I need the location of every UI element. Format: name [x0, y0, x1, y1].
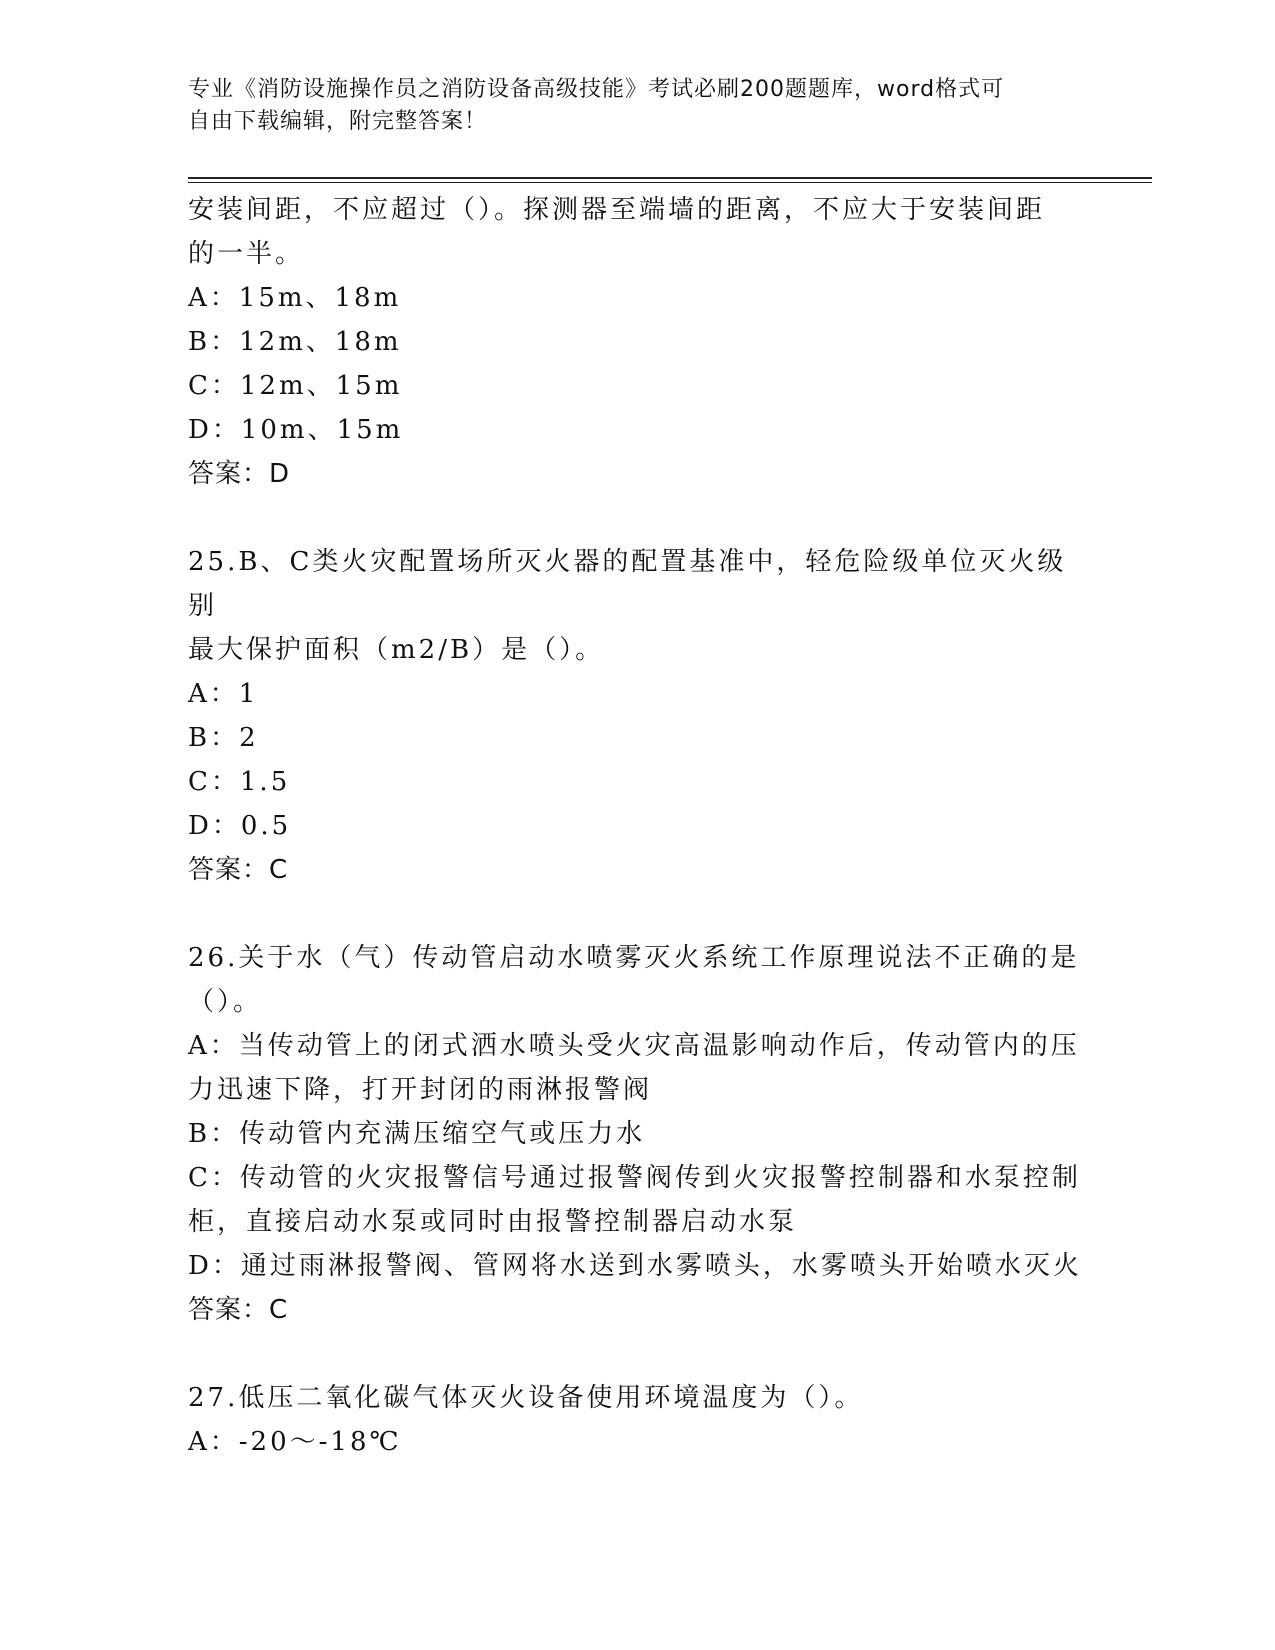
option-a: A：1	[188, 679, 259, 709]
option-a: A：当传动管上的闭式洒水喷头受火灾高温影响动作后，传动管内的压 力迅速下降，打开封闭的雨淋报警阀	[188, 1031, 1080, 1105]
document-header: 专业《消防设施操作员之消防设备高级技能》考试必刷200题题库，word格式可 自由下载编辑，附完整答案！	[188, 77, 1005, 134]
option-d: D：0.5	[188, 811, 292, 841]
option-c: C：1.5	[188, 767, 291, 797]
option-b: B：传动管内充满压缩空气或压力水	[188, 1119, 646, 1149]
option-c: C：12m、15m	[188, 371, 403, 401]
answer-line: 答案：C	[188, 855, 289, 885]
spacer	[188, 1332, 1088, 1376]
question-stem: 27.低压二氧化碳气体灭火设备使用环境温度为（）。	[188, 1383, 864, 1413]
question-item	[188, 1376, 1088, 1464]
option-c: C：传动管的火灾报警信号通过报警阀传到火灾报警控制器和水泵控制 柜，直接启动水泵或同时由报警控制器启动水泵	[188, 1163, 1081, 1237]
answer-line: 答案：C	[188, 1295, 289, 1325]
question-list	[188, 188, 1088, 1464]
answer-line: 答案：D	[188, 459, 291, 489]
header-divider-thin	[188, 182, 1152, 183]
option-d: D：通过雨淋报警阀、管网将水送到水雾喷头，水雾喷头开始喷水灭火	[188, 1251, 1082, 1281]
option-b: B：2	[188, 723, 259, 753]
question-item	[188, 188, 1088, 496]
spacer	[188, 892, 1088, 936]
question-item	[188, 936, 1088, 1332]
option-d: D：10m、15m	[188, 415, 404, 445]
option-a: A：-20～-18℃	[188, 1427, 402, 1457]
header-divider-thick	[188, 177, 1152, 179]
question-item	[188, 540, 1088, 892]
spacer	[188, 496, 1088, 540]
question-stem: 26.关于水（气）传动管启动水喷雾灭火系统工作原理说法不正确的是 （）。	[188, 943, 1080, 1017]
option-a: A：15m、18m	[188, 283, 402, 313]
option-b: B：12m、18m	[188, 327, 402, 357]
question-stem: 25.B、C类火灾配置场所灭火器的配置基准中，轻危险级单位灭火级别 最大保护面积（m2/B）是（）。	[188, 547, 1067, 665]
question-stem: 安装间距，不应超过（）。探测器至端墙的距离，不应大于安装间距 的一半。	[188, 195, 1046, 269]
